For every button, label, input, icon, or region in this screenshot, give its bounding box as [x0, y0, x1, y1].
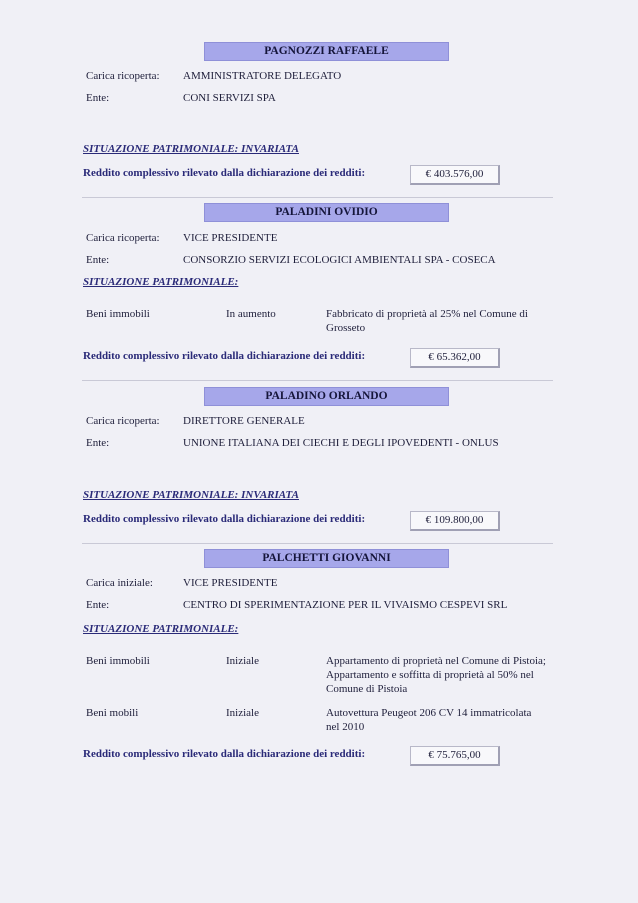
- income-amount: € 75.765,00: [410, 746, 500, 766]
- section-divider: [82, 543, 553, 544]
- role-value: DIRETTORE GENERALE: [183, 415, 305, 427]
- asset-status: Iniziale: [226, 655, 259, 667]
- ente-label: Ente:: [86, 92, 110, 104]
- asset-status: Iniziale: [226, 707, 259, 719]
- role-label: Carica iniziale:: [86, 577, 153, 589]
- person-name-header: PALADINI OVIDIO: [204, 203, 449, 222]
- income-amount: € 65.362,00: [410, 348, 500, 368]
- section-divider: [82, 197, 553, 198]
- person-name-header: PAGNOZZI RAFFAELE: [204, 42, 449, 61]
- situation-heading: SITUAZIONE PATRIMONIALE:: [83, 276, 239, 288]
- income-amount: € 109.800,00: [410, 511, 500, 531]
- income-amount: € 403.576,00: [410, 165, 500, 185]
- ente-label: Ente:: [86, 437, 110, 449]
- ente-label: Ente:: [86, 254, 110, 266]
- situation-heading: SITUAZIONE PATRIMONIALE:: [83, 623, 239, 635]
- asset-type: Beni immobili: [86, 308, 150, 320]
- role-value: VICE PRESIDENTE: [183, 232, 278, 244]
- asset-description: Fabbricato di proprietà al 25% nel Comune di Grosseto: [326, 308, 528, 334]
- ente-label: Ente:: [86, 599, 110, 611]
- ente-value: CONI SERVIZI SPA: [183, 92, 276, 104]
- income-label: Reddito complessivo rilevato dalla dichiarazione dei redditi:: [83, 167, 366, 179]
- role-value: AMMINISTRATORE DELEGATO: [183, 70, 342, 82]
- situation-heading: SITUAZIONE PATRIMONIALE: INVARIATA: [83, 489, 299, 501]
- ente-value: CONSORZIO SERVIZI ECOLOGICI AMBIENTALI SPA - COSECA: [183, 254, 496, 266]
- role-value: VICE PRESIDENTE: [183, 577, 278, 589]
- role-label: Carica ricoperta:: [86, 70, 160, 82]
- role-label: Carica ricoperta:: [86, 415, 160, 427]
- income-label: Reddito complessivo rilevato dalla dichiarazione dei redditi:: [83, 748, 366, 760]
- asset-description: Appartamento di proprietà nel Comune di Pistoia; Appartamento e soffitta di proprietà al 50% nel Comune di Pistoia: [326, 655, 546, 695]
- asset-description: Autovettura Peugeot 206 CV 14 immatricolata nel 2010: [326, 707, 532, 733]
- asset-type: Beni immobili: [86, 655, 150, 667]
- role-label: Carica ricoperta:: [86, 232, 160, 244]
- asset-type: Beni mobili: [86, 707, 139, 719]
- person-name-header: PALCHETTI GIOVANNI: [204, 549, 449, 568]
- ente-value: UNIONE ITALIANA DEI CIECHI E DEGLI IPOVEDENTI - ONLUS: [183, 437, 499, 449]
- situation-heading: SITUAZIONE PATRIMONIALE: INVARIATA: [83, 143, 299, 155]
- ente-value: CENTRO DI SPERIMENTAZIONE PER IL VIVAISMO CESPEVI SRL: [183, 599, 508, 611]
- person-name-header: PALADINO ORLANDO: [204, 387, 449, 406]
- asset-status: In aumento: [226, 308, 276, 320]
- section-divider: [82, 380, 553, 381]
- income-label: Reddito complessivo rilevato dalla dichiarazione dei redditi:: [83, 350, 366, 362]
- income-label: Reddito complessivo rilevato dalla dichiarazione dei redditi:: [83, 513, 366, 525]
